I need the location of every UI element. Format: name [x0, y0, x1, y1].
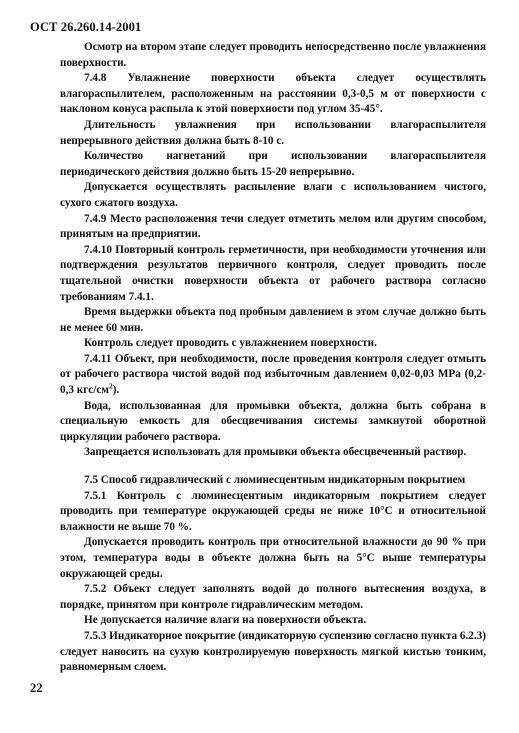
paragraph: 7.4.10 Повторный контроль герметичности, при необходимости уточнения или подтверждения результатов первичного контроля, следует проводить после тщательной очистки поверхности объекта от рабочего раствора согласно требованиям 7.4.1.: [60, 243, 486, 303]
paragraph: Допускается осуществлять распыление влаги с использованием чистого, сухого сжатого воздуха.: [60, 181, 486, 209]
paragraph: 7.5.3 Индикаторное покрытие (индикаторную суспензию согласно пункта 6.2.3) следует наносить на сухую контролируемую поверхность мягкой кистью тонким, равномерным слоем.: [60, 629, 486, 674]
unit-superscript: 2: [108, 381, 113, 391]
paragraph: Время выдержки объекта под пробным давлением в этом случае должно быть не менее 60 мин.: [60, 306, 486, 334]
paragraph: Длительность увлажнения при использовании влагораспылителя непрерывного действия должна быть 8-10 с.: [60, 118, 486, 147]
paragraph: 7.5.1 Контроль с люминесцентным индикаторным покрытием следует проводить при температуре окружающей среды не ниже 10°С и относительной влажности не выше 70 %.: [60, 489, 486, 533]
paragraph: Осмотр на втором этапе следует проводить непосредственно после увлажнения поверхности.: [60, 41, 486, 69]
paragraph: Допускается проводить контроль при относительной влажности до 90 % при этом, температура воды в объекте должна быть на 5°С выше температуры окружающей среды.: [60, 536, 486, 580]
page-number: 22: [30, 681, 43, 695]
paragraph: Не допускается наличие влаги на поверхности объекта.: [84, 614, 367, 627]
paragraph: Вода, использованная для промывки объекта, должна быть собрана в специальную емкость для обесцвечивания системы замкнутой оборотной циркуляции рабочего раствора.: [60, 399, 486, 443]
paragraph-text: 7.4.11 Объект, при необходимости, после проведения контроля следует отмыть от рабочего раствора чистой водой под избыточным давлением 0,02-0,03 MPa (0,2-0,3 кгс/см: [60, 352, 486, 397]
paragraph-with-unit: [60, 352, 486, 399]
document-code-header: ОСТ 26.260.14-2001: [30, 20, 142, 34]
unit-tail: ).: [112, 384, 120, 397]
paragraph: 7.5.2 Объект следует заполнять водой до полного вытеснения воздуха, в порядке, принятом при контроле гидравлическим методом.: [60, 583, 486, 611]
paragraph: Количество нагнетаний при использовании влагораспылителя периодического действия должно быть 15-20 непрерывно.: [60, 150, 486, 178]
paragraph: Запрещается использовать для промывки объекта обесцвеченный раствор.: [84, 446, 467, 459]
paragraph: Контроль следует проводить с увлажнением поверхности.: [84, 337, 377, 350]
paragraph: 7.4.9 Место расположения течи следует отметить мелом или другим способом, принятым на предприятии.: [60, 212, 486, 241]
document-body: [60, 40, 486, 676]
spacer: [60, 461, 486, 473]
section-title: 7.5 Способ гидравлический с люминесцентным индикаторным покрытием: [84, 474, 466, 487]
paragraph: 7.4.8 Увлажнение поверхности объекта следует осуществлять влагораспылителем, расположенным на расстоянии 0,3-0,5 м от поверхности с наклоном конуса распыла к этой поверхности под углом 35-45°.: [60, 72, 486, 116]
